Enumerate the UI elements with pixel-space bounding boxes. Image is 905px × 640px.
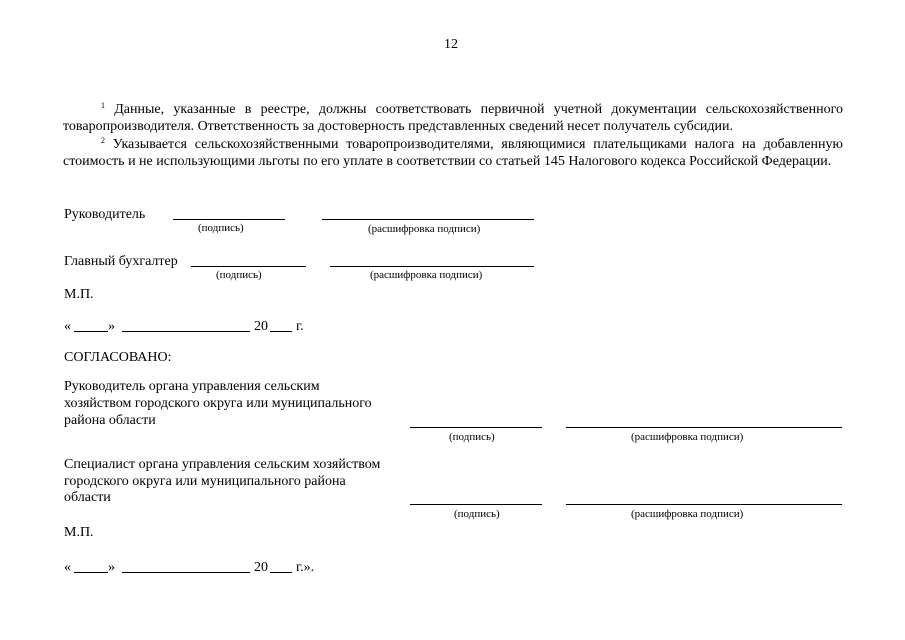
date-year-suffix-1: г. [296, 319, 304, 334]
footnote-1 [63, 101, 843, 135]
date-open-quote-1: « [64, 319, 71, 334]
head-body-label-line-2: хозяйством городского округа или муниципального [64, 396, 372, 411]
accountant-decoding-caption: (расшифровка подписи) [370, 269, 483, 281]
footnote-2 [63, 136, 843, 170]
footnote-text-1: Данные, указанные в реестре, должны соответствовать первичной учетной документации сельскохозяйственного товаропроизводителя. Ответственность за достоверность представленных сведений несет получатель субсидии. [63, 102, 843, 134]
head-decoding-line [322, 219, 534, 220]
head-label: Руководитель [64, 207, 146, 222]
accountant-signature-line [191, 266, 306, 267]
date-day-line-2 [74, 572, 108, 573]
specialist-decoding-caption: (расшифровка подписи) [631, 508, 744, 520]
footnote-mark-2: 2 [101, 136, 105, 145]
head-body-signature-line [410, 427, 542, 428]
date-close-quote-2: » [108, 560, 115, 575]
date-close-quote-1: » [108, 319, 115, 334]
head-decoding-caption: (расшифровка подписи) [368, 223, 481, 235]
page-number: 12 [444, 37, 458, 52]
stamp-place-2: М.П. [64, 525, 94, 540]
footnote-text-2: Указывается сельскохозяйственными товаропроизводителями, являющимися плательщиками налога на добавленную стоимость и не использующими льготы по его уплате в соответствии со статьей 145 Налогового кодекса Российской Федерации. [63, 137, 844, 169]
date-month-line-1 [122, 331, 250, 332]
accountant-decoding-line [330, 266, 534, 267]
specialist-signature-caption: (подпись) [454, 508, 500, 520]
specialist-label-line-3: области [64, 490, 111, 505]
stamp-place-1: М.П. [64, 287, 94, 302]
head-signature-caption: (подпись) [198, 222, 244, 234]
specialist-decoding-line [566, 504, 842, 505]
specialist-signature-line [410, 504, 542, 505]
date-open-quote-2: « [64, 560, 71, 575]
head-body-label-line-1: Руководитель органа управления сельским [64, 379, 320, 394]
accountant-signature-caption: (подпись) [216, 269, 262, 281]
date-year-suffix-2: г.». [296, 560, 315, 575]
date-day-line-1 [74, 331, 108, 332]
head-body-label-line-3: района области [64, 413, 156, 428]
date-year-prefix-1: 20 [254, 319, 268, 334]
specialist-label-line-2: городского округа или муниципального района [64, 474, 346, 489]
specialist-label-line-1: Специалист органа управления сельским хозяйством [64, 457, 381, 472]
head-body-decoding-caption: (расшифровка подписи) [631, 431, 744, 443]
date-month-line-2 [122, 572, 250, 573]
head-signature-line [173, 219, 285, 220]
date-year-line-2 [270, 572, 292, 573]
approval-heading: СОГЛАСОВАНО: [64, 350, 172, 365]
head-body-signature-caption: (подпись) [449, 431, 495, 443]
date-year-line-1 [270, 331, 292, 332]
date-year-prefix-2: 20 [254, 560, 268, 575]
chief-accountant-label: Главный бухгалтер [64, 254, 178, 269]
head-body-decoding-line [566, 427, 842, 428]
footnote-mark-1: 1 [101, 101, 105, 110]
